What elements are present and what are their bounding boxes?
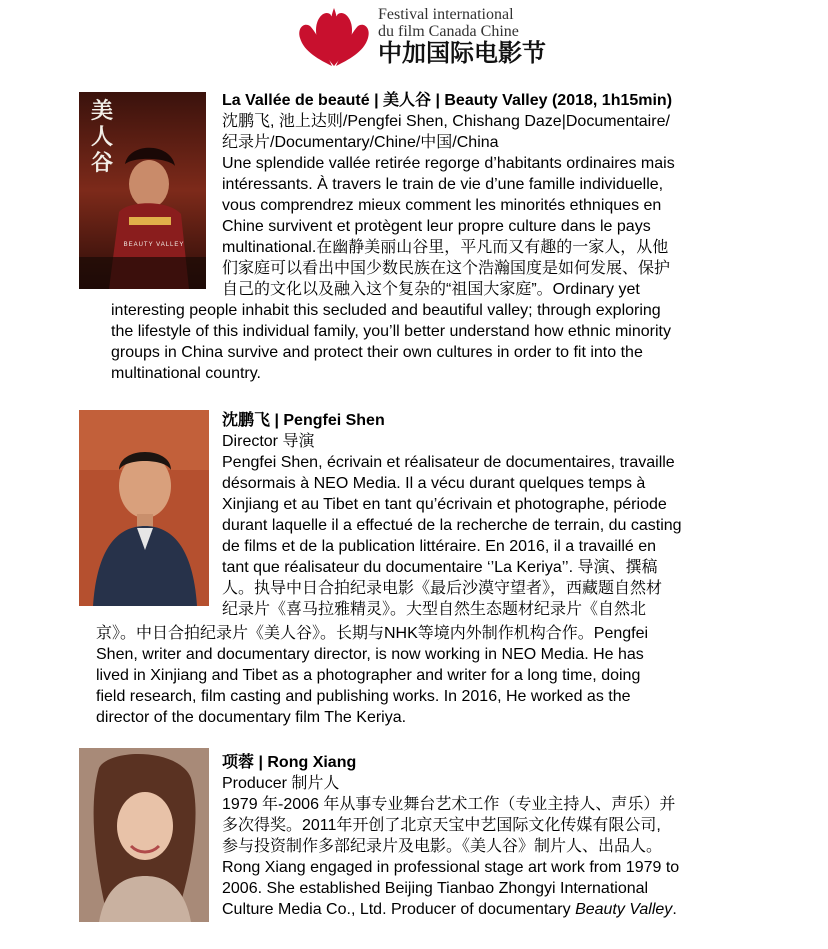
film-title-italic: Beauty Valley [575,901,673,918]
film-credits-line-2: 纪录片/Documentary/Chine/中国/China [222,134,499,151]
director-bio-line: tant que réalisateur du documentaire ‘’La Keriya’’. 导演、撰稿 [222,559,658,576]
poster-subtitle-art: BEAUTY VALLEY [123,242,185,248]
producer-bio-last-prefix: Culture Media Co., Ltd. Producer of documentary [222,901,576,918]
director-bio-line: de films et de la publication littéraire. En 2016, il a travaillé en [222,538,657,555]
flower-logo-icon [294,4,374,68]
logo-line-1: Festival international [378,6,514,23]
film-desc-wide-line: the lifestyle of this individual family, you’ll better understand how ethnic minority [111,323,671,340]
film-desc-wide-line: interesting people inhabit this secluded and beautiful valley; through exploring [111,302,661,319]
logo-line-2: du film Canada Chine [378,23,519,40]
poster-title-art: 美人谷 [91,98,114,176]
producer-bio-line: 1979 年-2006 年从事专业舞台艺术工作（专业主持人、声乐）并 [222,796,676,813]
film-desc-line: Chine survivent et protègent leur propre culture dans le pays [222,218,651,235]
director-photo [79,410,209,606]
director-bio-line: Pengfei Shen, écrivain et réalisateur de documentaires, travaille [222,454,675,471]
film-desc-line: 们家庭可以看出中国少数民族在这个浩瀚国度是如何发展、保护 [222,260,671,277]
director-bio-line: désormais à NEO Media. Il a vécu durant quelques temps à [222,475,646,492]
director-info [222,410,742,620]
director-bio-line: Xinjiang et au Tibet en tant qu’écrivain et photographe, période [222,496,667,513]
producer-name: 项蓉 | Rong Xiang [222,754,357,771]
producer-role: Producer 制片人 [222,775,340,792]
producer-info [222,752,742,920]
logo-chinese: 中加国际电影节 [378,41,546,67]
film-credits-line-1: 沈鹏飞, 池上达则/Pengfei Shen, Chishang Daze|Documentaire/ [222,113,670,130]
festival-logo [292,2,552,70]
producer-bio-last-line [222,899,742,920]
director-bio-wide-line: lived in Xinjiang and Tibet as a photographer and writer for a long time, doing [96,667,641,684]
director-bio-wide-line: Shen, writer and documentary director, is now working in NEO Media. He has [96,646,644,663]
logo-text [378,6,546,68]
producer-bio-line: 多次得奖。2011年开创了北京天宝中艺国际文化传媒有限公司, [222,817,661,834]
director-bio-line: 人。执导中日合拍纪录电影《最后沙漠守望者》，西藏题自然材 [222,580,663,597]
film-desc-line: intéressants. À travers le train de vie d’une famille individuelle, [222,176,664,193]
director-bio-wide-line: field research, film casting and publishing works. In 2016, He worked as the [96,688,631,705]
producer-bio-line: 参与投资制作多部纪录片及电影。《美人谷》制片人、出品人。 [222,838,663,855]
film-desc-wide-line: multinational country. [111,365,261,382]
producer-photo [79,748,209,922]
film-poster [79,92,206,289]
film-desc-line: multinational.在幽静美丽山谷里，平凡而又有趣的一家人，从他 [222,239,669,256]
producer-bio-line: 2006. She established Beijing Tianbao Zhongyi International [222,880,649,897]
film-desc-line: Une splendide vallée retirée regorge d’habitants ordinaires mais [222,155,675,172]
director-bio-line: durant laquelle il a effectué de la recherche de terrain, du casting [222,517,682,534]
film-desc-line: vous comprendrez mieux comment les minorités ethniques en [222,197,662,214]
director-name: 沈鹏飞 | Pengfei Shen [222,412,385,429]
producer-bio-line: Rong Xiang engaged in professional stage art work from 1979 to [222,859,680,876]
film-description-wide [111,300,751,384]
director-bio-line: 纪录片《喜马拉雅精灵》。大型自然生态题材纪录片《自然北 [222,601,647,618]
director-bio-wide-line: 京》。中日合拍纪录片《美人谷》。长期与NHK等境内外制作机构合作。Pengfei [96,625,649,642]
film-title: La Vallée de beauté | 美人谷 | Beauty Valley (2018, 1h15min) [222,92,673,109]
film-info [222,90,742,300]
film-desc-wide-line: groups in China survive and protect their own cultures in order to fit into the [111,344,643,361]
director-bio-wide-line: director of the documentary film The Keriya. [96,709,407,726]
producer-bio-last-suffix: . [672,901,677,918]
film-desc-line: 自己的文化以及融入这个复杂的“祖国大家庭”。Ordinary yet [222,281,640,298]
director-bio-wide [96,623,746,728]
director-role: Director 导演 [222,433,315,450]
